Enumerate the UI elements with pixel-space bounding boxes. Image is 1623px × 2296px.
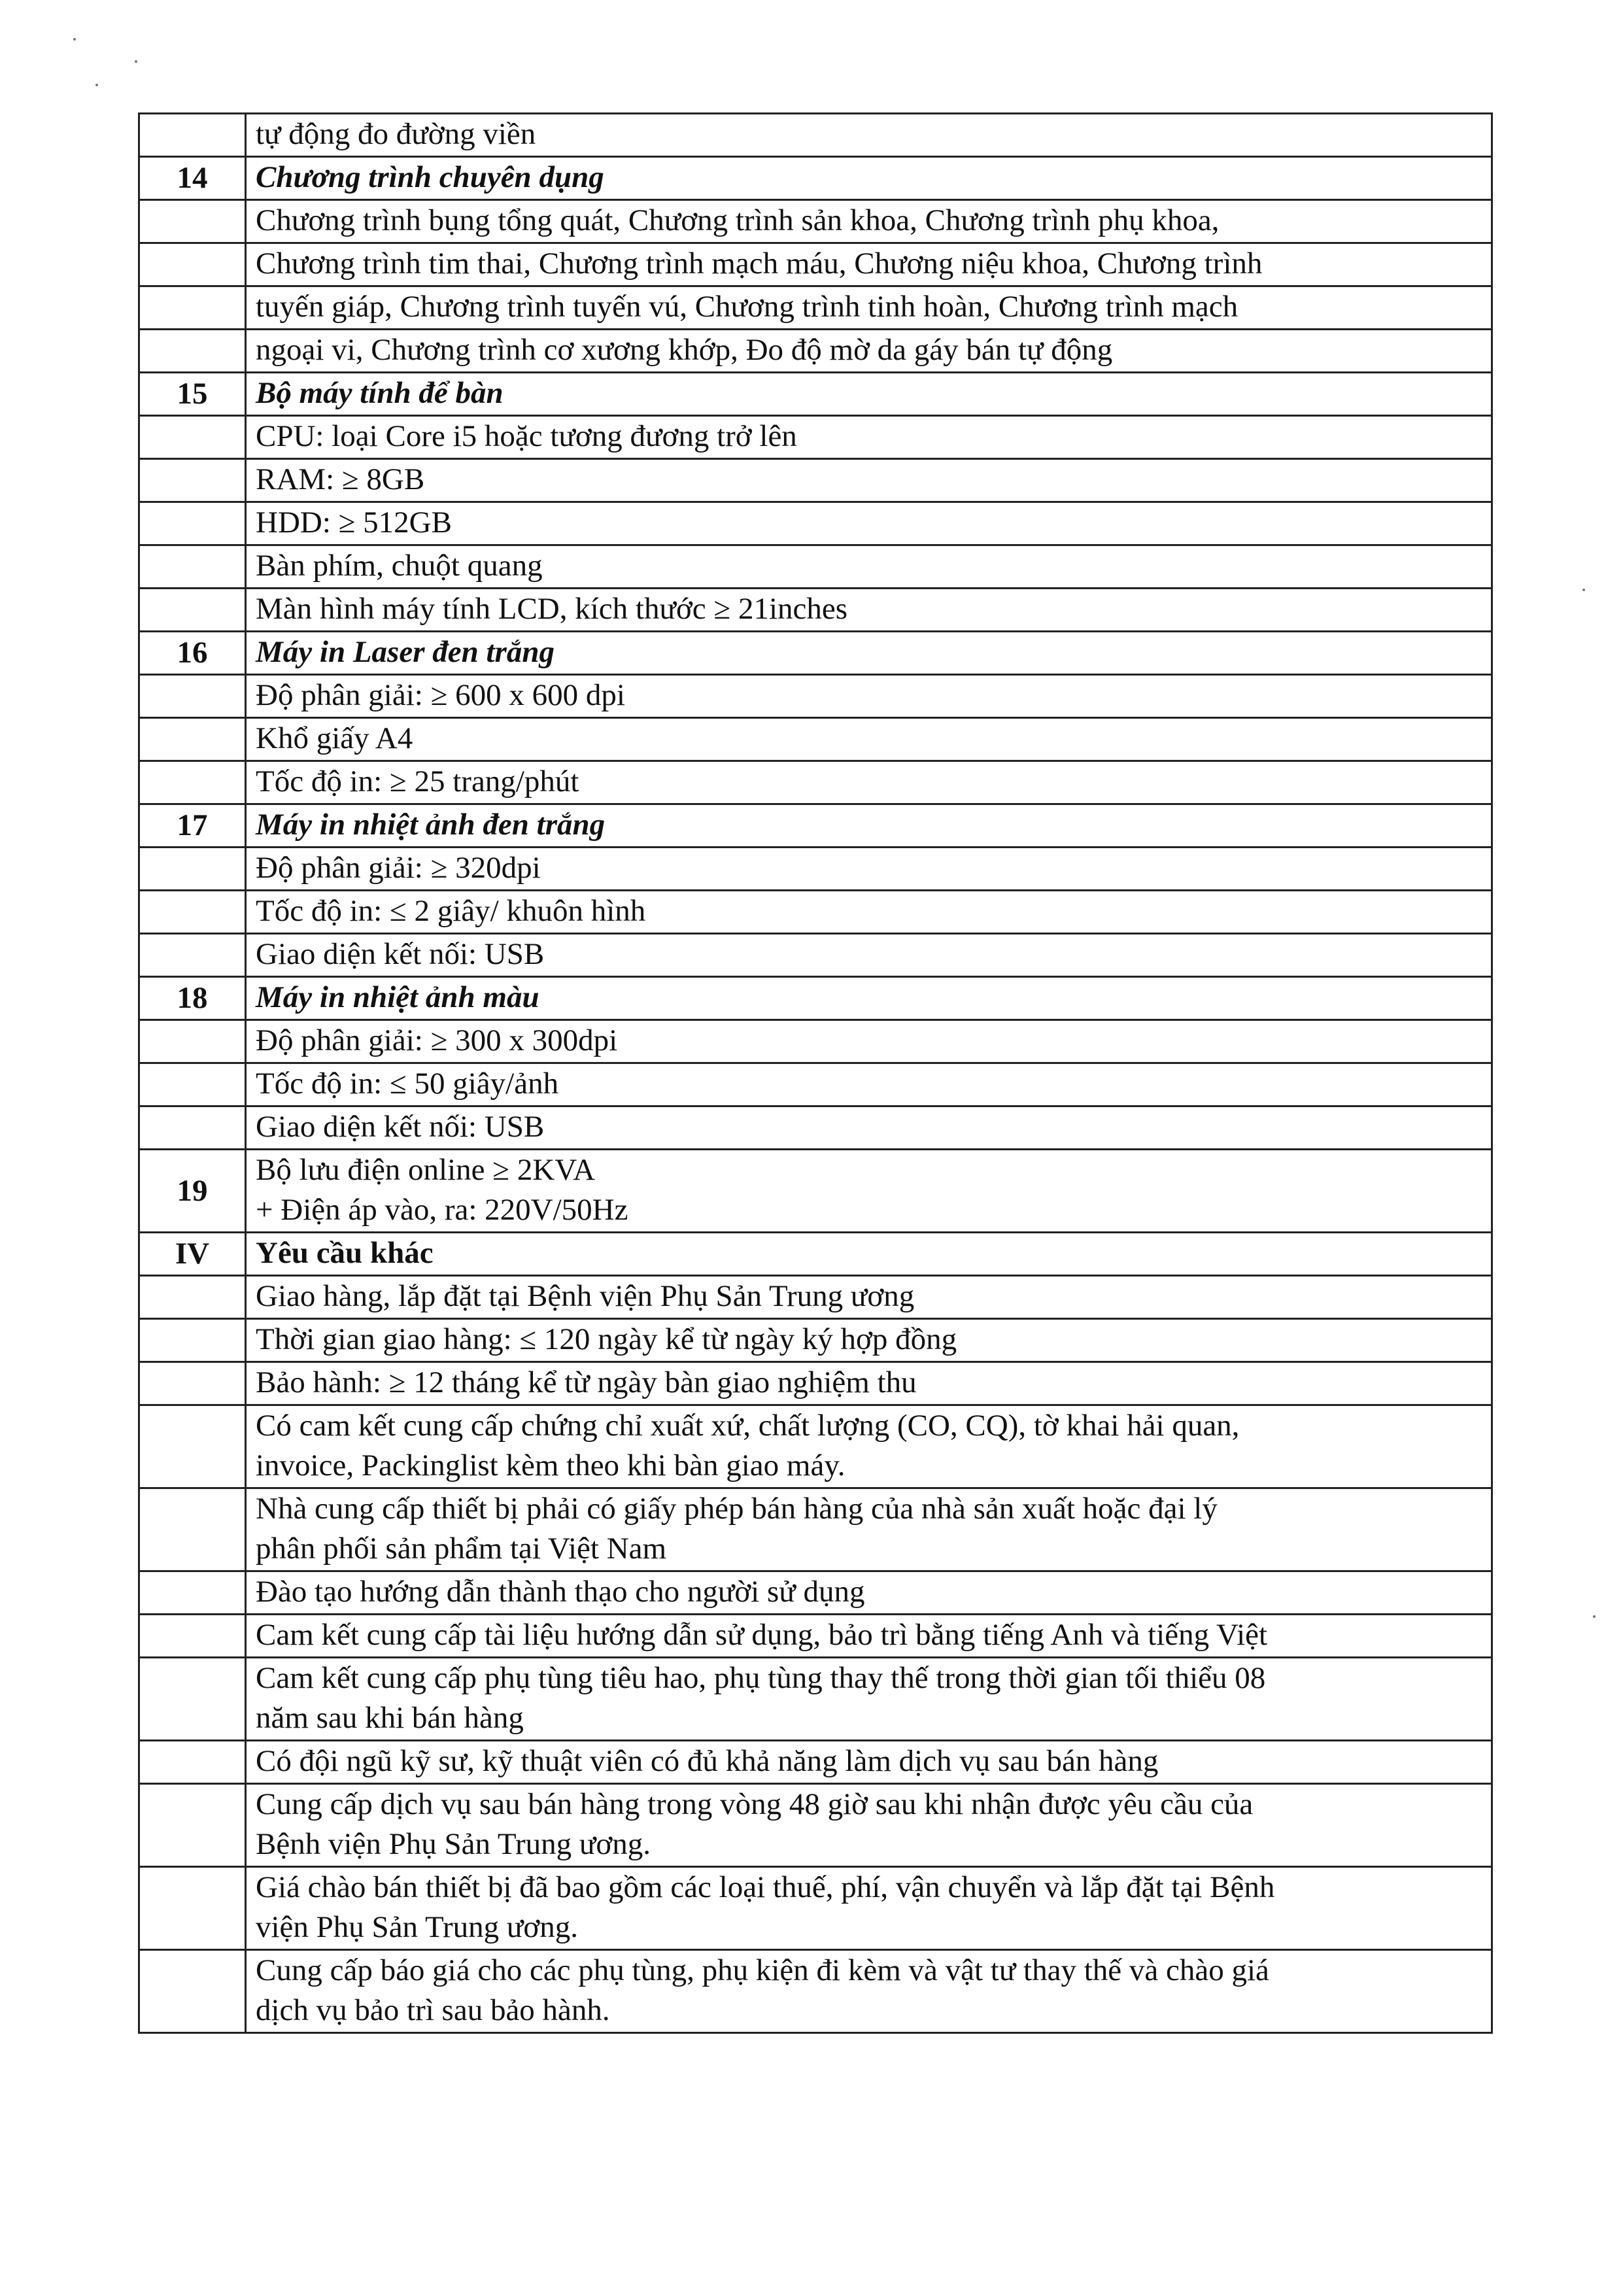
table-row [139,1784,1492,1867]
table-row [139,1233,1492,1276]
row-text: Giao diện kết nối: USB [246,1106,1492,1150]
row-text: Có đội ngũ kỹ sư, kỹ thuật viên có đủ khả năng làm dịch vụ sau bán hàng [246,1741,1492,1784]
spec-table-body [139,114,1492,2033]
row-number [139,934,246,977]
row-number [139,1615,246,1658]
row-text: Cung cấp báo giá cho các phụ tùng, phụ kiện đi kèm và vật tư thay thế và chào giá dịch vụ bảo trì sau bảo hành. [246,1950,1492,2033]
table-row [139,804,1492,848]
table-row [139,286,1492,330]
table-row [139,1867,1492,1950]
table-row [139,1276,1492,1319]
row-text: tuyến giáp, Chương trình tuyến vú, Chương trình tinh hoàn, Chương trình mạch [246,286,1492,330]
row-number [139,286,246,330]
row-text: Tốc độ in: ≤ 50 giây/ảnh [246,1063,1492,1106]
table-row [139,891,1492,934]
row-text: Giao diện kết nối: USB [246,934,1492,977]
table-row [139,1106,1492,1150]
row-text: Bàn phím, chuột quang [246,545,1492,589]
table-row [139,157,1492,200]
table-row [139,1615,1492,1658]
table-row [139,1488,1492,1571]
row-text: Thời gian giao hàng: ≤ 120 ngày kể từ ngày ký hợp đồng [246,1319,1492,1362]
row-number [139,330,246,373]
row-text: Giao hàng, lắp đặt tại Bệnh viện Phụ Sản Trung ương [246,1276,1492,1319]
row-number [139,848,246,891]
row-text: HDD: ≥ 512GB [246,502,1492,545]
scan-speck [135,60,137,63]
row-text: Đào tạo hướng dẫn thành thạo cho người sử dụng [246,1571,1492,1615]
row-number [139,1571,246,1615]
table-row [139,545,1492,589]
row-number [139,589,246,632]
row-number: 14 [139,157,246,200]
row-heading: Máy in Laser đen trắng [246,632,1492,675]
row-number [139,1658,246,1741]
row-number [139,1488,246,1571]
row-text: RAM: ≥ 8GB [246,459,1492,502]
row-text: ngoại vi, Chương trình cơ xương khớp, Đo độ mờ da gáy bán tự động [246,330,1492,373]
table-row [139,1362,1492,1405]
row-text: Có cam kết cung cấp chứng chỉ xuất xứ, chất lượng (CO, CQ), tờ khai hải quan, invoice, Packinglist kèm theo khi bàn giao máy. [246,1405,1492,1488]
row-number [139,545,246,589]
row-text: Khổ giấy A4 [246,718,1492,761]
scan-speck [1582,589,1585,591]
table-row [139,1150,1492,1233]
row-text: Chương trình tim thai, Chương trình mạch máu, Chương niệu khoa, Chương trình [246,243,1492,286]
spec-table [138,112,1493,2034]
row-text: Chương trình bụng tổng quát, Chương trình sản khoa, Chương trình phụ khoa, [246,200,1492,243]
row-text: Tốc độ in: ≤ 2 giây/ khuôn hình [246,891,1492,934]
row-number [139,1063,246,1106]
row-heading: Yêu cầu khác [246,1233,1492,1276]
scan-speck [95,84,98,86]
table-row [139,502,1492,545]
table-row [139,1319,1492,1362]
row-number [139,718,246,761]
table-row [139,1741,1492,1784]
table-row [139,977,1492,1020]
row-number: 18 [139,977,246,1020]
table-row [139,1020,1492,1063]
row-number [139,1020,246,1063]
row-number: 17 [139,804,246,848]
row-number [139,1405,246,1488]
table-row [139,1063,1492,1106]
row-number: IV [139,1233,246,1276]
row-number [139,1362,246,1405]
row-number [139,1950,246,2033]
table-row [139,459,1492,502]
table-row [139,718,1492,761]
row-text: Cam kết cung cấp tài liệu hướng dẫn sử dụng, bảo trì bằng tiếng Anh và tiếng Việt [246,1615,1492,1658]
row-heading: Máy in nhiệt ảnh đen trắng [246,804,1492,848]
row-number [139,761,246,804]
row-text: Độ phân giải: ≥ 320dpi [246,848,1492,891]
row-text: Độ phân giải: ≥ 600 x 600 dpi [246,675,1492,718]
row-number [139,1319,246,1362]
table-row [139,1658,1492,1741]
row-number [139,1784,246,1867]
row-text: Bộ lưu điện online ≥ 2KVA + Điện áp vào, ra: 220V/50Hz [246,1150,1492,1233]
row-text: CPU: loại Core i5 hoặc tương đương trở lên [246,416,1492,459]
table-row [139,1950,1492,2033]
table-row [139,848,1492,891]
scan-speck [1593,1615,1596,1618]
row-number [139,1741,246,1784]
row-number [139,1276,246,1319]
row-number [139,114,246,157]
table-row [139,632,1492,675]
row-number [139,416,246,459]
table-row [139,243,1492,286]
row-text: Màn hình máy tính LCD, kích thước ≥ 21inches [246,589,1492,632]
table-row [139,1571,1492,1615]
table-row [139,373,1492,416]
row-text: tự động đo đường viền [246,114,1492,157]
table-row [139,589,1492,632]
table-row [139,114,1492,157]
table-row [139,330,1492,373]
row-number [139,1867,246,1950]
table-row [139,761,1492,804]
table-row [139,200,1492,243]
row-number [139,459,246,502]
row-heading: Chương trình chuyên dụng [246,157,1492,200]
row-text: Tốc độ in: ≥ 25 trang/phút [246,761,1492,804]
table-row [139,934,1492,977]
table-row [139,416,1492,459]
row-text: Cung cấp dịch vụ sau bán hàng trong vòng 48 giờ sau khi nhận được yêu cầu của Bệnh viện Phụ Sản Trung ương. [246,1784,1492,1867]
row-number: 16 [139,632,246,675]
row-number [139,1106,246,1150]
row-text: Độ phân giải: ≥ 300 x 300dpi [246,1020,1492,1063]
row-text: Cam kết cung cấp phụ tùng tiêu hao, phụ tùng thay thế trong thời gian tối thiểu 08 năm sau khi bán hàng [246,1658,1492,1741]
row-text: Nhà cung cấp thiết bị phải có giấy phép bán hàng của nhà sản xuất hoặc đại lý phân phối sản phẩm tại Việt Nam [246,1488,1492,1571]
row-number [139,502,246,545]
row-text: Giá chào bán thiết bị đã bao gồm các loại thuế, phí, vận chuyển và lắp đặt tại Bệnh viện Phụ Sản Trung ương. [246,1867,1492,1950]
row-number [139,891,246,934]
row-number: 15 [139,373,246,416]
row-number [139,675,246,718]
row-heading: Máy in nhiệt ảnh màu [246,977,1492,1020]
row-number [139,243,246,286]
row-text: Bảo hành: ≥ 12 tháng kể từ ngày bàn giao nghiệm thu [246,1362,1492,1405]
row-number [139,200,246,243]
scan-speck [73,38,76,41]
table-row [139,1405,1492,1488]
row-heading: Bộ máy tính để bàn [246,373,1492,416]
table-row [139,675,1492,718]
row-number: 19 [139,1150,246,1233]
